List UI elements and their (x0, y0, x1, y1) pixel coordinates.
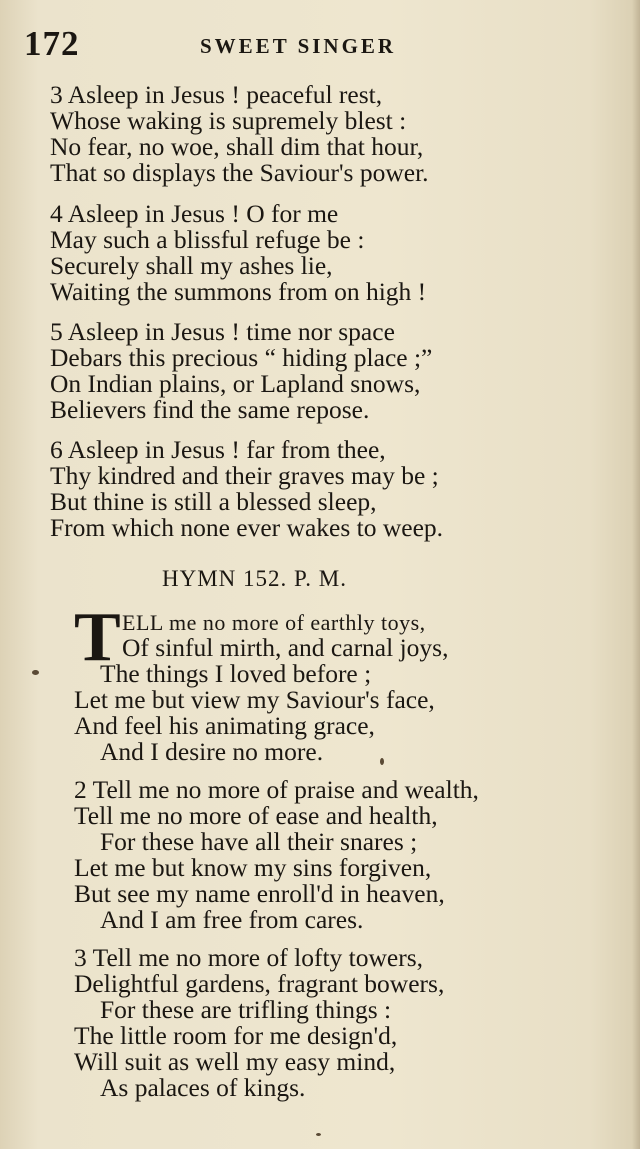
verse-line: Securely shall my ashes lie, (50, 251, 333, 280)
hymn-first-line (122, 609, 426, 636)
verse-line: The little room for me design'd, (74, 1021, 398, 1050)
verse-line: And feel his animating grace, (74, 711, 375, 740)
drop-cap: T (74, 599, 121, 676)
verse-line: And I desire no more. (100, 737, 324, 766)
verse-line: 4 Asleep in Jesus ! O for me (50, 199, 339, 228)
verse-line: 6 Asleep in Jesus ! far from thee, (50, 435, 386, 464)
ink-speck (32, 670, 39, 675)
verse-line: As palaces of kings. (100, 1073, 306, 1102)
verse-line: 3 Asleep in Jesus ! peaceful rest, (50, 80, 383, 109)
verse-line: Delightful gardens, fragrant bowers, (74, 969, 445, 998)
verse-line: No fear, no woe, shall dim that hour, (50, 132, 424, 161)
verse-line: 3 Tell me no more of lofty towers, (74, 943, 424, 972)
verse-line: For these are trifling things : (100, 995, 392, 1024)
hymn-title: HYMN 152. P. M. (162, 566, 347, 591)
verse-line: Tell me no more of ease and health, (74, 801, 438, 830)
page-edge-shadow (632, 0, 640, 1149)
verse-line: On Indian plains, or Lapland snows, (50, 369, 421, 398)
running-head: SWEET SINGER (200, 34, 397, 58)
verse-line: Whose waking is supremely blest : (50, 106, 407, 135)
verse-line: 2 Tell me no more of praise and wealth, (74, 775, 479, 804)
verse-line: Waiting the summons from on high ! (50, 277, 427, 306)
page-number: 172 (24, 24, 80, 63)
verse-line: And I am free from cares. (100, 905, 364, 934)
verse-line: From which none ever wakes to weep. (50, 513, 444, 542)
verse-line: 5 Asleep in Jesus ! time nor space (50, 317, 395, 346)
verse-line: For these have all their snares ; (100, 827, 418, 856)
verse-line: Let me but view my Saviour's face, (74, 685, 435, 714)
verse-line: Believers find the same repose. (50, 395, 370, 424)
verse-line: Let me but know my sins forgiven, (74, 853, 432, 882)
verse-line: Will suit as well my easy mind, (74, 1047, 396, 1076)
page-header (24, 24, 424, 64)
verse-line: Thy kindred and their graves may be ; (50, 461, 439, 490)
verse-line: Of sinful mirth, and carnal joys, (122, 633, 449, 662)
ink-speck (316, 1133, 321, 1136)
first-line-text: ELL me no more of earthly toys, (122, 610, 426, 635)
verse-line: May such a blissful refuge be : (50, 225, 365, 254)
verse-line: Debars this precious “ hiding place ;” (50, 343, 433, 372)
ink-speck (380, 758, 384, 765)
verse-line: But thine is still a blessed sleep, (50, 487, 377, 516)
verse-line: That so displays the Saviour's power. (50, 158, 429, 187)
verse-line: The things I loved before ; (100, 659, 372, 688)
verse-line: But see my name enroll'd in heaven, (74, 879, 445, 908)
